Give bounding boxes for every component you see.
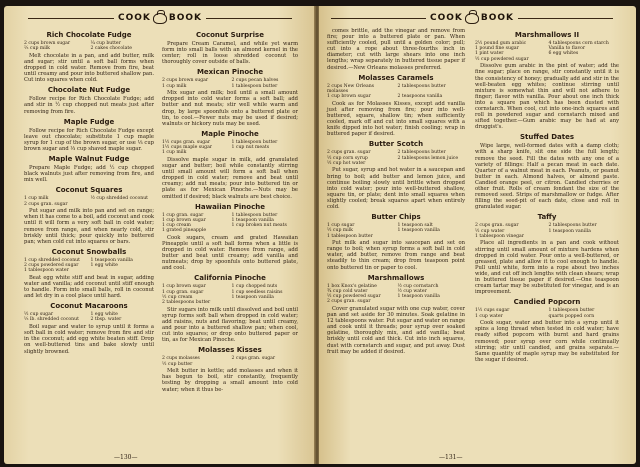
ingredient — [91, 202, 155, 207]
ingredient: 1 cup brown sugar — [162, 284, 206, 290]
ingredient-list — [475, 41, 619, 62]
pot-logo-icon — [465, 13, 479, 24]
recipe-title: Coconut Squares — [55, 186, 123, 195]
ingredient: 2 cups powdered sugar — [24, 262, 79, 268]
recipe-title: Maple Fudge — [63, 117, 115, 126]
ingredient: ½ cup butter — [162, 361, 193, 367]
ingredient: 2 cups gran. sugar — [327, 150, 371, 156]
ingredient: 2 tablespoons butter — [548, 223, 597, 229]
ingredient — [549, 57, 620, 62]
recipe-title: Coconut Snowballs — [51, 247, 127, 256]
recipe-directions: Mix sugar and milk; boil until a small amount dropped into cold water forms a soft ball; add butter and nut meats; stir well while warm and drop, by large spoonfuls onto a buttered plate or tin, to cool.—Fewer nuts may be used if desired; walnuts or hickory nuts may be used. — [162, 90, 298, 127]
ingredient — [91, 268, 155, 273]
ingredient: quarts popped corn — [548, 313, 595, 319]
ingredient: ⅔ cup milk — [24, 46, 50, 52]
ingredient: 1 tablespoon butter — [231, 212, 278, 218]
recipe-directions: Put sugar, syrup and hot water in a saucepan and bring to boil; add butter and lemon juice, and continue boiling slowly until brittle when dropped into cold water; pour into well-buttered shallow, square tin, or plate; dent into small squares when slightly cooled; break squares apart when entirely cold. — [327, 167, 465, 210]
ingredient — [232, 228, 299, 233]
ingredient — [232, 150, 299, 155]
left-page — [4, 6, 315, 464]
ingredient: 1 tablespoon butter — [231, 83, 278, 89]
ingredient-list — [24, 312, 154, 322]
ingredient — [398, 299, 466, 304]
recipe-directions: Put sugar and milk into pan and set on range; when it has come to a boil, add coconut and cook until it will form a very soft ball in cold water; remove from range, and when nearly cold, stir briskly until thick; pour quickly into buttered pan; when cold cut into squares or bars. — [24, 208, 154, 245]
header-cook: COOK — [429, 13, 463, 23]
ingredient: 1 cup shredded coconut — [24, 257, 80, 263]
ingredient: 1 egg white — [90, 312, 118, 318]
header-book: BOOK — [480, 13, 515, 23]
ingredient-list — [24, 258, 154, 274]
page-header — [24, 12, 296, 24]
ingredient: 1 tablespoon butter — [231, 139, 278, 145]
ingredient — [232, 362, 299, 367]
ingredient — [549, 234, 620, 239]
recipe-title: Candied Popcorn — [513, 298, 581, 307]
ingredient: 4 tablespoons corn starch — [548, 41, 609, 46]
ingredient: 1 cup brown sugar — [162, 217, 206, 223]
ingredient: ¼ cup butter — [90, 41, 121, 46]
recipe-directions: Put milk and sugar into saucepan and set on range to boil; when syrup forms a soft ball in cold water, add butter, remove from range and beat steadily to thin cream; drop from teaspoon point onto buttered tin or paper to cool. — [327, 240, 465, 271]
ingredient: 6 egg whites — [548, 51, 579, 57]
ingredient: ⅓ lb. shredded coconut — [24, 317, 79, 323]
ingredient: 2 cups New Orleans molasses — [327, 83, 375, 94]
ingredient: ½ cup shredded coconut — [90, 196, 149, 202]
ingredient: 2 tablespoons butter — [397, 150, 446, 156]
ingredient: 1 cup nut meats — [231, 145, 270, 151]
ingredient: 1 teaspoon salt — [397, 223, 433, 229]
ingredient: 2 cups gran. sugar — [327, 299, 371, 305]
recipe-directions: Prepare Cream Caramel, and while yet warm form into small balls with an almond kernel in the center; roll in loose shredded coconut to thoroughly cover outside of balls. — [162, 41, 298, 66]
ingredient: 1 cup sugar — [327, 223, 355, 229]
ingredient-list — [162, 356, 298, 366]
ingredient-list — [24, 196, 154, 206]
ingredient — [398, 234, 466, 239]
ingredient: ¾ cup cold water — [327, 288, 368, 294]
recipe-directions: Wipe large, well-formed dates with a damp cloth; with a sharp knife, slit one side the full length; remove the seed. Fill the dates with any one of a variety of fillings: Half a pecan meat in each date. Quarter of a walnut meat in each. Peanuts, or peanut butter in each. Almond halves, or almond paste. Candied orange peel, or citron. Candied cherries or other fruit. Rolls of cream fondant the size of the removed seed. Strips of marshmallow or fudge. After filling the seed-pit of each date, close and roll in granulated sugar. — [475, 143, 619, 211]
ingredient: 2 tablespoons lemon juice — [397, 155, 459, 161]
ingredient: ½ cup corn syrup — [327, 155, 368, 161]
ingredient: ½ cup sugar — [24, 312, 54, 318]
ingredient-list — [24, 41, 154, 51]
page-number — [439, 454, 462, 461]
ingredient: Vanilla to flavor — [548, 46, 586, 52]
ingredient: 1 teaspoon vanilla — [231, 217, 274, 223]
ingredient: 1 cup gran. sugar — [162, 212, 204, 218]
recipe-directions: Melt butter in kettle; add molasses and when it has begun to boil, stir constantly, frequently testing by dropping a small amount into cold water; when it thus be- — [162, 368, 298, 393]
ingredient: 2 cups pecan halves — [231, 78, 279, 84]
ingredient: 1 teaspoon vanilla — [548, 228, 591, 234]
ingredient: 2½ pound gum arabic — [475, 41, 527, 46]
ingredient: 2 cups gran. sugar — [475, 223, 519, 229]
recipe-directions: Place all ingredients in a pan and cook without stirring until small amount of mixture hardens when dropped in cold water. Pour onto a well-buttered, or greased, plate and allow it to cool enough to handle. Pull until white, form into a rope about two inches wide, and cut off inch lengths with clean shears; wrap in buttered tissue paper if desired.—One teaspoon cream tartar may be substituted for vinegar, and is an improvement. — [475, 240, 619, 296]
recipe-title: California Pinoche — [194, 274, 266, 283]
ingredient-list — [327, 84, 465, 100]
ingredient: 1 cup chopped nuts — [231, 284, 278, 290]
ingredient: 1 teaspoon vanilla — [231, 294, 274, 300]
left-column-2 — [162, 28, 298, 394]
page-header — [327, 12, 617, 24]
header-rule — [518, 18, 613, 19]
ingredient: 1 pound fine sugar — [475, 46, 519, 52]
ingredient-list — [162, 284, 298, 305]
recipe-directions: Stir sugars into milk until dissolved and boil until syrup forms soft ball when dropped in cold water; add raisins, nuts and flavoring; beat until creamy, and pour into a buttered shallow pan; when cool, cut into squares; or drop onto buttered paper or tin, as for Mexican Pinoche. — [162, 306, 298, 344]
ingredient: ½ cup cream — [162, 294, 193, 300]
ingredient: 1 cup seedless raisins — [231, 289, 283, 295]
ingredient: 2 tbsp. water — [90, 317, 122, 323]
ingredient: 2 cups brown sugar — [24, 41, 71, 46]
recipe-title: Coconut Macaroons — [50, 302, 128, 311]
ingredient: 1½ cups sugar — [475, 308, 510, 314]
recipe-title: Marshmallows — [367, 273, 425, 282]
recipe-directions: Cover granulated sugar with one cup water, cover pan and set aside for 30 minutes. Soak gelatine in 12 tablespoons water. Put sugar and water on range and cook until it threads; pour syrup over soaked gelatine, thoroughly mix, and add vanilla; beat briskly until cold and thick. Cut into inch squares, dust with cornstarch and sugar, and put away. Dust fruit may be added if desired. — [327, 305, 465, 355]
ingredient: 1 egg white — [90, 262, 118, 268]
recipe-directions: Cook sugar, water and butter into a syrup until it spins a long thread when tested in cold water; have ready sifted popcorn with burnt and hard grains removed; pour syrup over corn while continually stirring; stir until candied, and grains separate.—Same quantity of maple syrup may be substituted for the sugar if desired. — [475, 320, 619, 363]
ingredient-list — [162, 78, 298, 88]
ingredient: 1 tablespoon butter — [548, 308, 595, 314]
page-number-left: —130— — [114, 454, 138, 461]
ingredient: ½ cup hot water — [327, 160, 366, 166]
ingredient — [398, 161, 466, 166]
ingredient: ½ cup cornstarch — [397, 283, 439, 289]
ingredient: 1 tablespoon vinegar — [475, 233, 524, 239]
right-column-1 — [327, 28, 465, 356]
ingredient: 1 cup gran. sugar — [162, 289, 204, 295]
ingredient-list — [162, 140, 298, 156]
recipe-title: Molasses Kisses — [198, 346, 262, 355]
page-number — [114, 454, 137, 461]
recipe-title: Taffy — [537, 213, 557, 222]
left-column-1 — [24, 28, 154, 356]
recipe-title: Stuffed Dates — [519, 133, 575, 142]
recipe-directions: Melt chocolate in a pan, and add butter, milk and sugar; stir until a soft ball forms when dropped in cold water. Remove from fire, beat until creamy and pour into buttered shallow pan. Cut into squares when cold. — [24, 52, 154, 84]
ingredient: 1 cup milk — [24, 196, 49, 202]
recipe-directions: Dissolve maple sugar in milk, add granulated sugar and butter; boil while constantly stirring until small amount will form a soft ball when dropped in cold water; remove and beat until creamy; add nut meats; pour into buttered tin or plate as for Mexican Pinoche.—Nuts may be omitted if desired; black walnuts are best choice. — [162, 156, 298, 200]
ingredient: ½ cup powdered sugar — [327, 294, 381, 300]
recipe-directions: Beat egg white stiff and beat in sugar, adding water and vanilla; add coconut until stiff enough to handle. Form into small balls, roll in coconut and let dry in a cool place until hard. — [24, 274, 154, 300]
recipe-directions: Dissolve gum arabic in the pint of water; add the fine sugar; place on range, stir constantly until it is the consistency of honey; gradually add and stir in the well-beaten egg whites; continue stirring until mixture is somewhat thin and will not adhere to finger; flavor with vanilla. Pour about one inch thick into a square pan which has been dusted with cornstarch. When cool, cut into one-inch squares and roll in powdered sugar and cornstarch mixed and sifted together.—Gum arabic may be had at any druggist's. — [475, 63, 619, 131]
header-book: BOOK — [168, 13, 203, 23]
recipe-title: Maple Walnut Fudge — [48, 155, 130, 164]
ingredient: 1 cup brown sugar — [327, 94, 371, 100]
ingredient: 2 cups gran. sugar — [231, 356, 276, 362]
ingredient-list — [162, 213, 298, 234]
recipe-title: Rich Chocolate Fudge — [46, 31, 132, 39]
recipe-title: Mexican Pinoche — [196, 68, 264, 77]
recipe-directions: Prepare Maple Fudge; add ½ cup chopped black walnuts just after removing from fire, and mix well. — [24, 165, 154, 184]
ingredient: 1 tablespoon butter — [327, 233, 373, 239]
ingredient: 1 cup water — [475, 313, 503, 319]
ingredient: 2 cups brown sugar — [162, 78, 209, 84]
ingredient-list — [327, 150, 465, 166]
recipe-title: Maple Pinoche — [201, 129, 259, 138]
recipe-title: Hawaiian Pinoche — [195, 202, 265, 211]
ingredient: ½ cup water — [397, 288, 427, 294]
recipe-directions: Follow recipe for Rich Chocolate Fudge except leave out chocolate; substitute 1 cup maple syrup for 1 cup of the brown sugar, or use ⅓ cup brown sugar and ⅓ cup shaved maple sugar. — [24, 127, 154, 152]
recipe-title: Chocolate Nut Fudge — [47, 86, 131, 95]
ingredient: ½ cup water — [475, 228, 505, 234]
right-page — [319, 6, 636, 464]
recipe-directions: comes brittle, add the vinegar and remove from fire; pour into a buttered plate or pan. When sufficiently cooled, pull until a golden color; pull; cut into a rope about three-fourths inch in diameter; cut with large shears into one inch lengths; wrap separately in buttered tissue paper if desired.—New Orleans molasses preferred. — [327, 28, 465, 71]
header-cook: COOK — [117, 13, 151, 23]
recipe-title: Coconut Surprise — [196, 31, 264, 39]
ingredient: 2 cakes chocolate — [90, 46, 132, 52]
header-rule — [206, 18, 292, 19]
ingredient-list — [475, 223, 619, 239]
ingredient: 2 tablespoons butter — [397, 83, 446, 89]
recipe-directions: Cook sugars, cream and grated Hawaiian Pineapple until a soft ball forms when a little is dropped in cold water. Remove from range, add butter and beat until creamy; add vanilla and nutmeats; drop by spoonfuls onto buttered plate, and cool. — [162, 234, 298, 272]
ingredient: 1 teaspoon vanilla — [397, 294, 440, 300]
recipe-title: Butter Chips — [371, 213, 421, 222]
ingredient: 1 teaspoon vanilla — [90, 257, 133, 263]
pot-logo-icon — [153, 13, 167, 24]
recipe-directions: Boil sugar and water to syrup until it forms a soft ball in cold water; remove from fire and stir in the coconut; add egg white beaten stiff. Drop on well-buttered tins and bake slowly until slightly browned. — [24, 324, 154, 355]
ingredient: 2 teaspoons vanilla — [397, 94, 443, 100]
ingredient-list — [327, 284, 465, 305]
right-column-2 — [475, 28, 619, 364]
recipe-directions: Follow recipe for Rich Chocolate Fudge; add and stir in ½ cup chopped nut meats just after removing from fire. — [24, 96, 154, 115]
recipe-title: Butter Scotch — [368, 140, 424, 149]
ingredient — [232, 300, 299, 305]
recipe-title: Marshmallows II — [514, 31, 580, 39]
ingredient: 1 teaspoon vanilla — [397, 228, 440, 234]
recipe-title: Molasses Caramels — [358, 73, 434, 82]
ingredient: 1½ cups gran. sugar — [162, 139, 211, 145]
ingredient: 1 cup cream — [162, 223, 191, 229]
ingredient: ½ cup milk — [327, 228, 353, 234]
page-number-right: —131— — [439, 454, 463, 461]
ingredient: 1 pint water — [475, 51, 504, 57]
ingredient: 2 tablespoons butter — [162, 300, 211, 306]
ingredient: 1 cup broken nut meats — [231, 223, 287, 229]
ingredient: 2 cups gran. sugar — [24, 201, 68, 207]
ingredient: 1 cup milk — [162, 150, 187, 156]
header-rule — [28, 18, 114, 19]
ingredient: 1 box Knox's gelatine — [327, 283, 377, 289]
recipe-directions: Cook as for Molasses Kisses, except add vanilla just after removing from fire; pour into well-buttered, square, shallow tin; when sufficiently cooled, mark off and cut into small squares with a knife dipped into hot water; finish cooling; wrap in buttered paper if desired. — [327, 100, 465, 138]
ingredient: 1½ cups maple sugar — [162, 145, 212, 151]
ingredient: 1 cup milk — [162, 83, 187, 89]
ingredient: 2 cups molasses — [162, 356, 200, 362]
ingredient-list — [327, 223, 465, 239]
ingredient: 1 tablespoon water — [24, 268, 69, 274]
ingredient-list — [475, 308, 619, 318]
ingredient: 1 grated pineapple — [162, 228, 207, 234]
header-rule — [331, 18, 426, 19]
ingredient: ½ cup powdered sugar — [475, 56, 529, 62]
